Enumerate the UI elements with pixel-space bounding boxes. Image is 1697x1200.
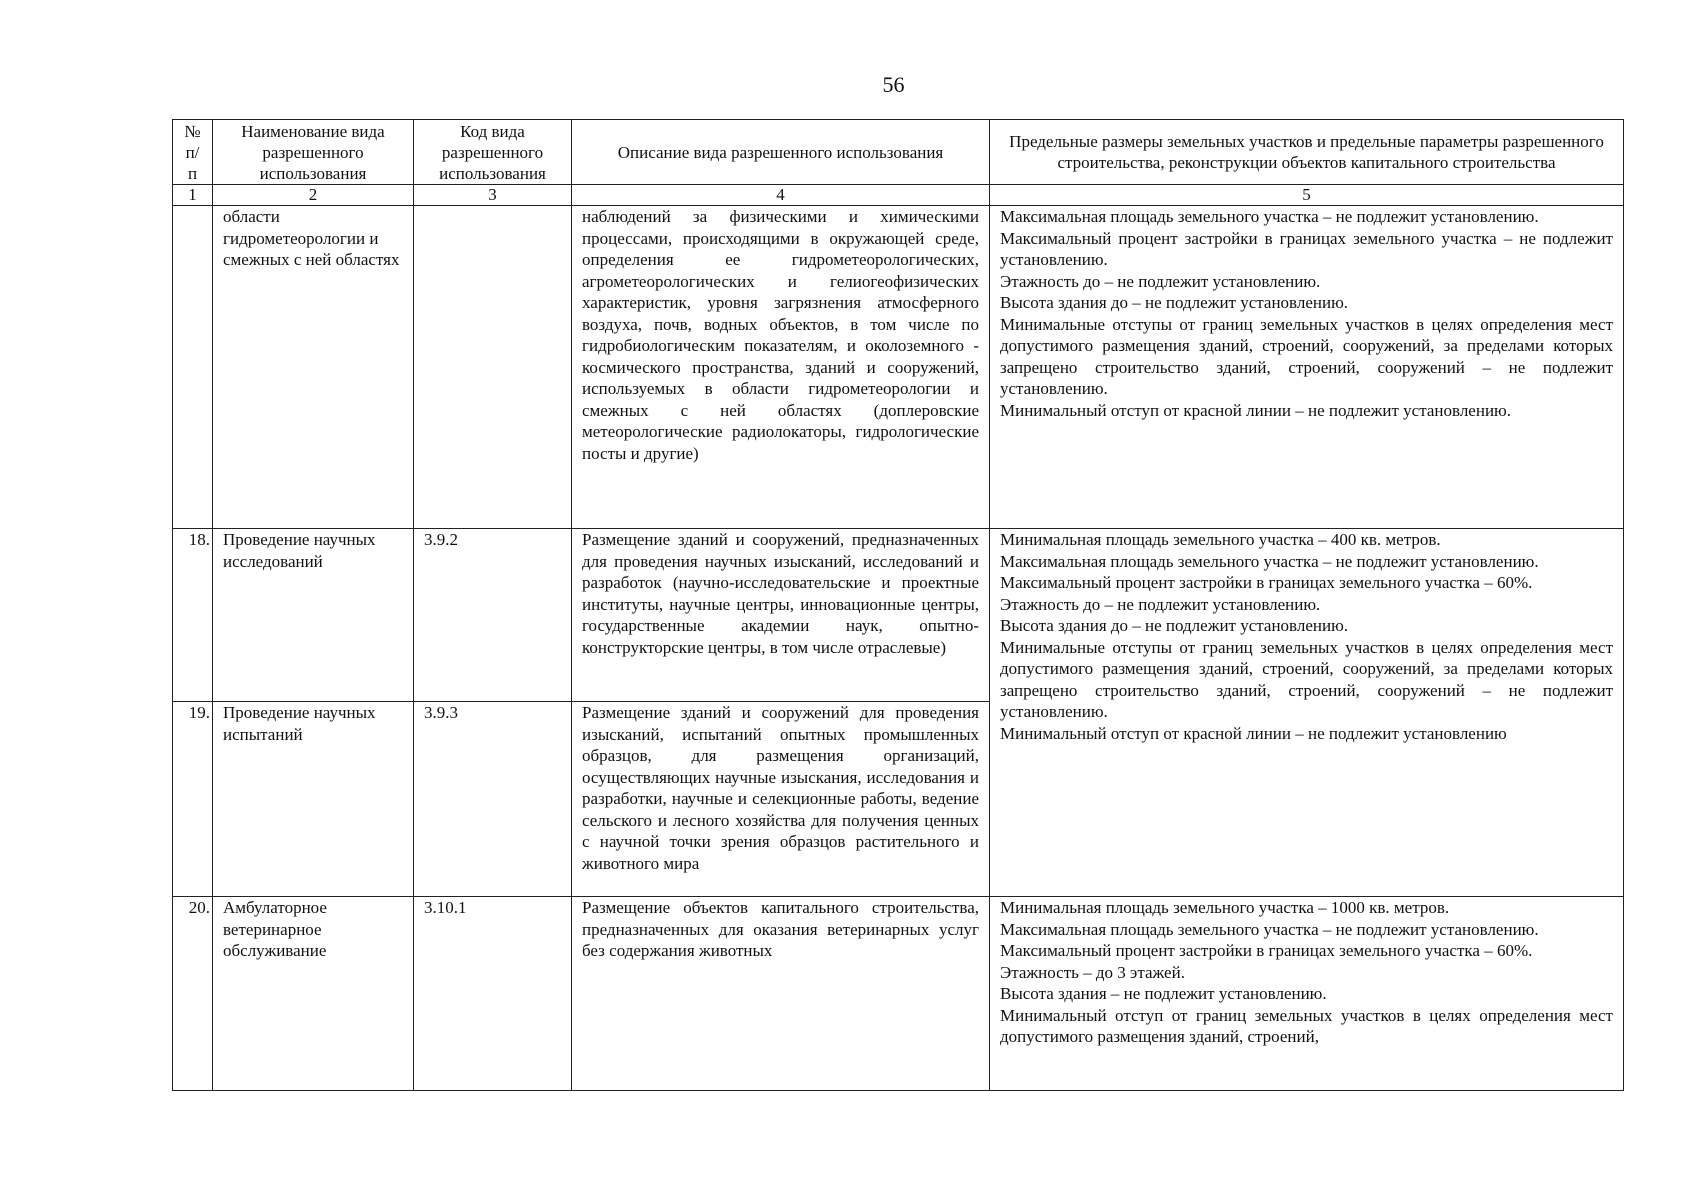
row-name: Амбулаторное ветеринарное обслуживание bbox=[213, 897, 414, 1091]
row-code: 3.9.2 bbox=[414, 529, 572, 702]
row-description: наблюдений за физическими и химическими процессами, происходящими в окружающей среде, определения ее гидрометеорологических, агрометеорологических и гелиогеофизических характеристик, уровня загрязнения атмосферного воздуха, почв, водных объектов, в том числе по гидробиологическим показателям, и околоземного - космического пространства, зданий и сооружений, используемых в области гидрометеорологии и смежных с ней областях (доплеровские метеорологические радиолокаторы, гидрологические посты и другие) bbox=[572, 206, 990, 529]
row-name: Проведение научных исследований bbox=[213, 529, 414, 702]
param-line: Минимальные отступы от границ земельных участков в целях определения мест допустимого размещения зданий, строений, сооружений, за пределами которых запрещено строительство зданий, строений, сооружений – не подлежит установлению. bbox=[1000, 637, 1613, 721]
param-line: Этажность до – не подлежит установлению. bbox=[1000, 594, 1321, 614]
param-line: Минимальная площадь земельного участка – 400 кв. метров. bbox=[1000, 530, 1441, 549]
row-name: области гидрометеорологии и смежных с ней областях bbox=[213, 206, 414, 529]
page-number: 56 bbox=[882, 72, 905, 97]
row-number: 20. bbox=[173, 897, 213, 1091]
table-row bbox=[173, 206, 1624, 529]
row-number bbox=[173, 206, 213, 529]
column-index: 2 bbox=[213, 185, 414, 206]
table-row bbox=[173, 897, 1624, 1091]
row-description: Размещение зданий и сооружений для проведения изысканий, испытаний опытных промышленных образцов, для размещения организаций, осуществляющих научные изыскания, исследования и разработки, научные и селекционные работы, ведение сельского и лесного хозяйства для получения ценных с научной точки зрения образцов растительного и животного мира bbox=[572, 702, 990, 897]
row-code: 3.10.1 bbox=[414, 897, 572, 1091]
column-index: 4 bbox=[572, 185, 990, 206]
row-params bbox=[990, 897, 1624, 1091]
param-line: Этажность до – не подлежит установлению. bbox=[1000, 271, 1321, 291]
row-code: 3.9.3 bbox=[414, 702, 572, 897]
param-line: Максимальный процент застройки в границах земельного участка – 60%. bbox=[1000, 573, 1533, 592]
param-line: Максимальный процент застройки в границах земельного участка – не подлежит установлению. bbox=[1000, 228, 1613, 269]
param-line: Этажность – до 3 этажей. bbox=[1000, 962, 1185, 982]
table-row bbox=[173, 529, 1624, 702]
header-description: Описание вида разрешенного использования bbox=[572, 120, 990, 185]
row-params bbox=[990, 206, 1624, 529]
row-description: Размещение зданий и сооружений, предназначенных для проведения научных изысканий, исследований и разработок (научно-исследовательские и проектные институты, научные центры, инновационные центры, государственные академии наук, опытно-конструкторские центры, в том числе отраслевые) bbox=[572, 529, 990, 702]
header-name: Наименование вида разрешенного использования bbox=[213, 120, 414, 185]
row-name: Проведение научных испытаний bbox=[213, 702, 414, 897]
row-params bbox=[990, 529, 1624, 897]
row-number: 18. bbox=[173, 529, 213, 702]
param-line: Высота здания до – не подлежит установлению. bbox=[1000, 616, 1349, 635]
param-line: Высота здания до – не подлежит установлению. bbox=[1000, 293, 1349, 312]
header-params: Предельные размеры земельных участков и предельные параметры разрешенного строительства, реконструкции объектов капитального строительства bbox=[990, 120, 1624, 185]
table-header-row bbox=[173, 120, 1624, 185]
param-line: Минимальный отступ от красной линии – не подлежит установлению. bbox=[1000, 400, 1511, 420]
param-line: Минимальный отступ от красной линии – не подлежит установлению bbox=[1000, 723, 1507, 743]
header-code: Код вида разрешенного использования bbox=[414, 120, 572, 185]
row-code bbox=[414, 206, 572, 529]
param-line: Максимальная площадь земельного участка – не подлежит установлению. bbox=[1000, 919, 1539, 939]
column-index: 1 bbox=[173, 185, 213, 206]
column-index-row bbox=[173, 185, 1624, 206]
row-description: Размещение объектов капитального строительства, предназначенных для оказания ветеринарных услуг без содержания животных bbox=[572, 897, 990, 1091]
param-line: Минимальный отступ от границ земельных участков в целях определения мест допустимого размещения зданий, строений, bbox=[1000, 1005, 1613, 1046]
param-line: Максимальная площадь земельного участка – не подлежит установлению. bbox=[1000, 551, 1539, 571]
param-line: Высота здания – не подлежит установлению. bbox=[1000, 984, 1327, 1003]
column-index: 3 bbox=[414, 185, 572, 206]
land-use-table bbox=[172, 119, 1624, 1091]
param-line: Минимальные отступы от границ земельных участков в целях определения мест допустимого размещения зданий, строений, сооружений, за пределами которых запрещено строительство зданий, строений, сооружений – не подлежит установлению. bbox=[1000, 314, 1613, 398]
param-line: Минимальная площадь земельного участка – 1000 кв. метров. bbox=[1000, 898, 1450, 917]
param-line: Максимальная площадь земельного участка – не подлежит установлению. bbox=[1000, 207, 1539, 226]
param-line: Максимальный процент застройки в границах земельного участка – 60%. bbox=[1000, 941, 1533, 960]
row-number: 19. bbox=[173, 702, 213, 897]
column-index: 5 bbox=[990, 185, 1624, 206]
header-num: № п/п bbox=[173, 120, 213, 185]
